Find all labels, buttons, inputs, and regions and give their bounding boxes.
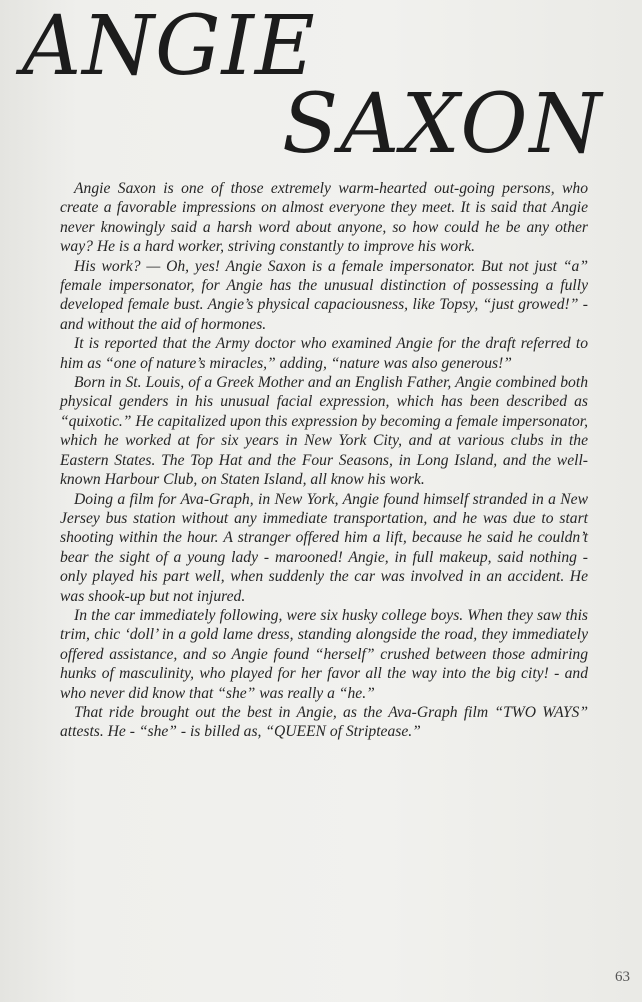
title-line-2: SAXON (282, 77, 604, 172)
paragraph: It is reported that the Army doctor who examined Angie for the draft referred to him as “one of nature’s miracles,” adding, “nature was also generous!” (60, 335, 588, 372)
paragraph: Angie Saxon is one of those extremely warm-hearted out-going persons, who create a favorable impressions on almost everyone they meet. It is said that Angie never knowingly said a harsh word about anyone, so how could he be any other way? He is a hard worker, striving constantly to improve his work. (60, 180, 588, 256)
paragraph: His work? — Oh, yes! Angie Saxon is a female impersonator. But not just “a” female impersonator, for Angie has the unusual distinction of possessing a fully developed female bust. Angie’s physical capaciousness, like Topsy, “just growed!” - and without the aid of hormones. (60, 257, 588, 333)
paragraph: Doing a film for Ava-Graph, in New York, Angie found himself stranded in a New Jersey bus station without any immediate transportation, and he was due to start shooting within the hour. A stranger offered him a lift, because he said he couldn’t bear the sight of a young lady - marooned! Angie, in full makeup, said nothing - only played his part well, when suddenly the car was involved in an accident. He was shook-up but not injured. (60, 490, 588, 605)
paragraph: Born in St. Louis, of a Greek Mother and an English Father, Angie combined both physical genders in his unusual facial expression, which has been described as “quixotic.” He capitalized upon this expression by becoming a female impersonator, which he worked at for six years in New York City, and at various clubs in the Eastern States. The Top Hat and the Four Seasons, in Long Island, and the well-known Harbour Club, on Staten Island, all know his work. (60, 374, 588, 489)
page-number: 63 (615, 969, 630, 985)
paragraph: That ride brought out the best in Angie, as the Ava-Graph film “TWO WAYS” attests. He - “she” - is billed as, “QUEEN of Striptease.” (60, 703, 588, 741)
paragraph: In the car immediately following, were six husky college boys. When they saw this trim, chic ‘doll’ in a gold lame dress, standing alongside the road, they immediately offered assistance, and so Angie found “herself” crushed between those admiring hunks of masculinity, who played for her favor all the way into the big city! - and who never did know that “she” was really a “he.” (60, 606, 588, 702)
article-body (60, 179, 588, 742)
title-line-1: ANGIE (22, 0, 316, 94)
